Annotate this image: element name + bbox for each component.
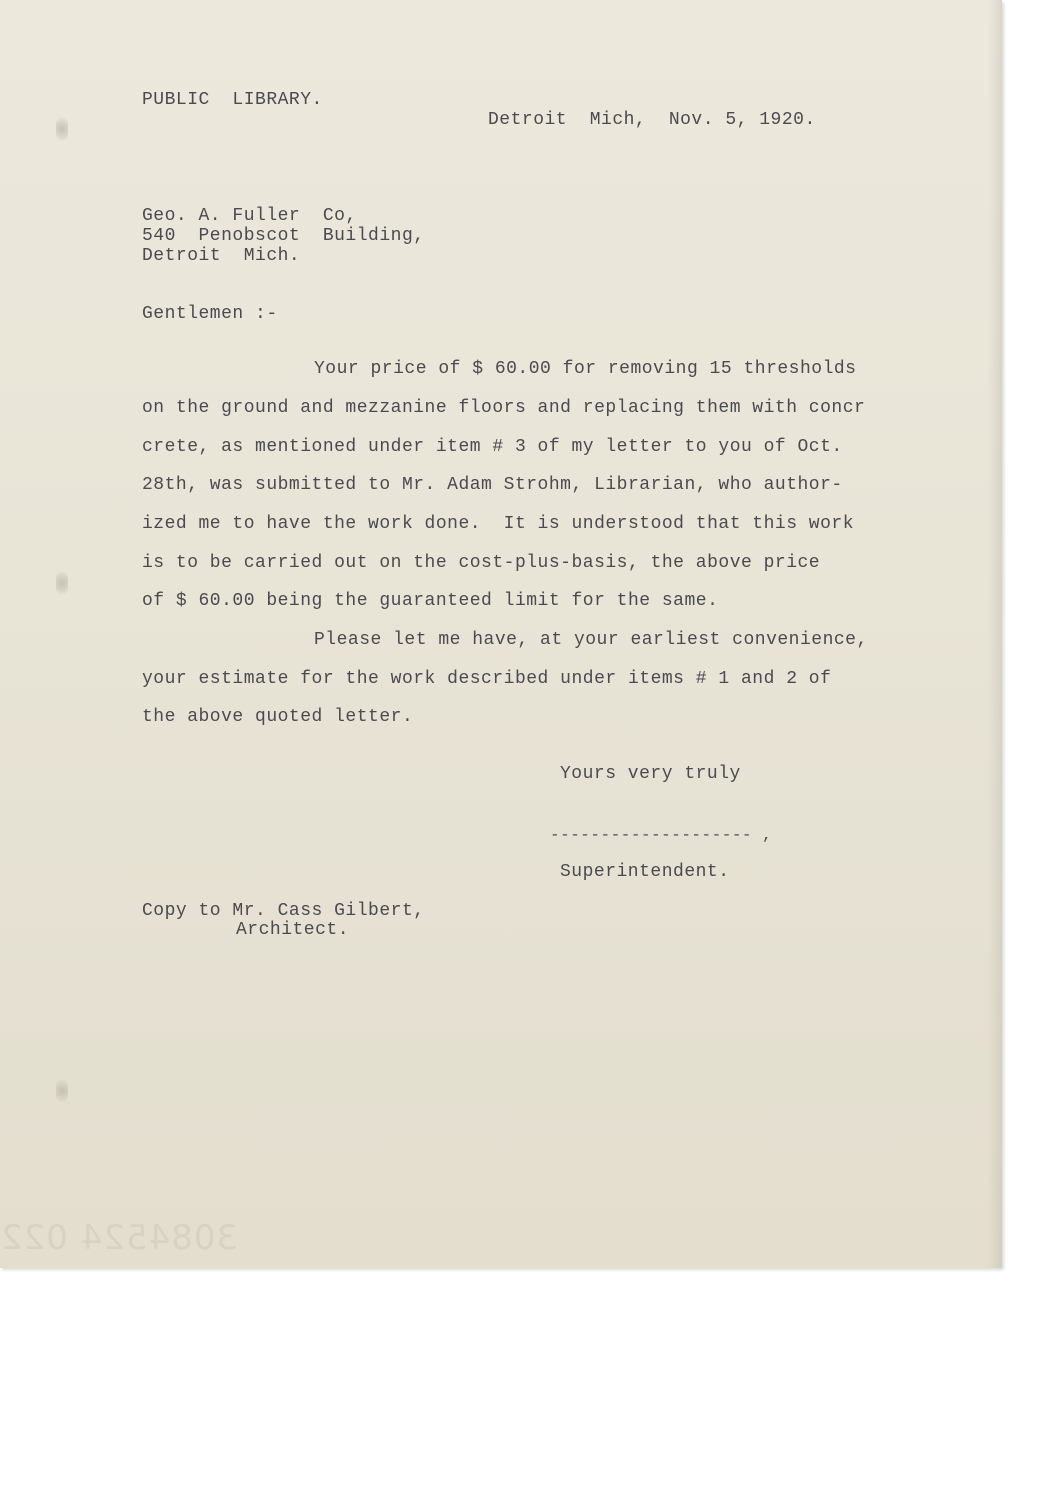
copy-to-line: Copy to Mr. Cass Gilbert, xyxy=(142,901,425,921)
recipient-line: Detroit Mich. xyxy=(142,246,301,266)
body-line: 28th, was submitted to Mr. Adam Strohm, Librarian, who author- xyxy=(142,475,843,495)
body-line: ized me to have the work done. It is understood that this work xyxy=(142,514,855,534)
body-line: Your price of $ 60.00 for removing 15 thresholds xyxy=(314,359,857,379)
signature-title: Superintendent. xyxy=(560,862,730,882)
body-line: the above quoted letter. xyxy=(142,707,414,727)
signature-line: -------------------- , xyxy=(550,826,773,844)
recipient-line: Geo. A. Fuller Co, xyxy=(142,206,357,226)
body-line: of $ 60.00 being the guaranteed limit for the same. xyxy=(142,591,719,611)
archive-stamp: 3084524 022 xyxy=(0,1218,239,1258)
body-line: on the ground and mezzanine floors and replacing them with concr xyxy=(142,398,866,418)
body-line: crete, as mentioned under item # 3 of my letter to you of Oct. xyxy=(142,437,843,457)
body-line: is to be carried out on the cost-plus-basis, the above price xyxy=(142,553,821,573)
punch-hole-bottom xyxy=(56,1080,68,1102)
punch-hole-middle xyxy=(56,572,68,594)
dateline: Detroit Mich, Nov. 5, 1920. xyxy=(488,110,816,130)
body-line: your estimate for the work described under items # 1 and 2 of xyxy=(142,669,832,689)
letterhead: PUBLIC LIBRARY. xyxy=(142,90,323,110)
salutation: Gentlemen :- xyxy=(142,304,278,324)
body-line: Please let me have, at your earliest convenience, xyxy=(314,630,868,650)
closing: Yours very truly xyxy=(560,764,741,784)
recipient-line: 540 Penobscot Building, xyxy=(142,226,425,246)
copy-to-line: Architect. xyxy=(236,920,350,940)
punch-hole-top xyxy=(56,118,68,140)
